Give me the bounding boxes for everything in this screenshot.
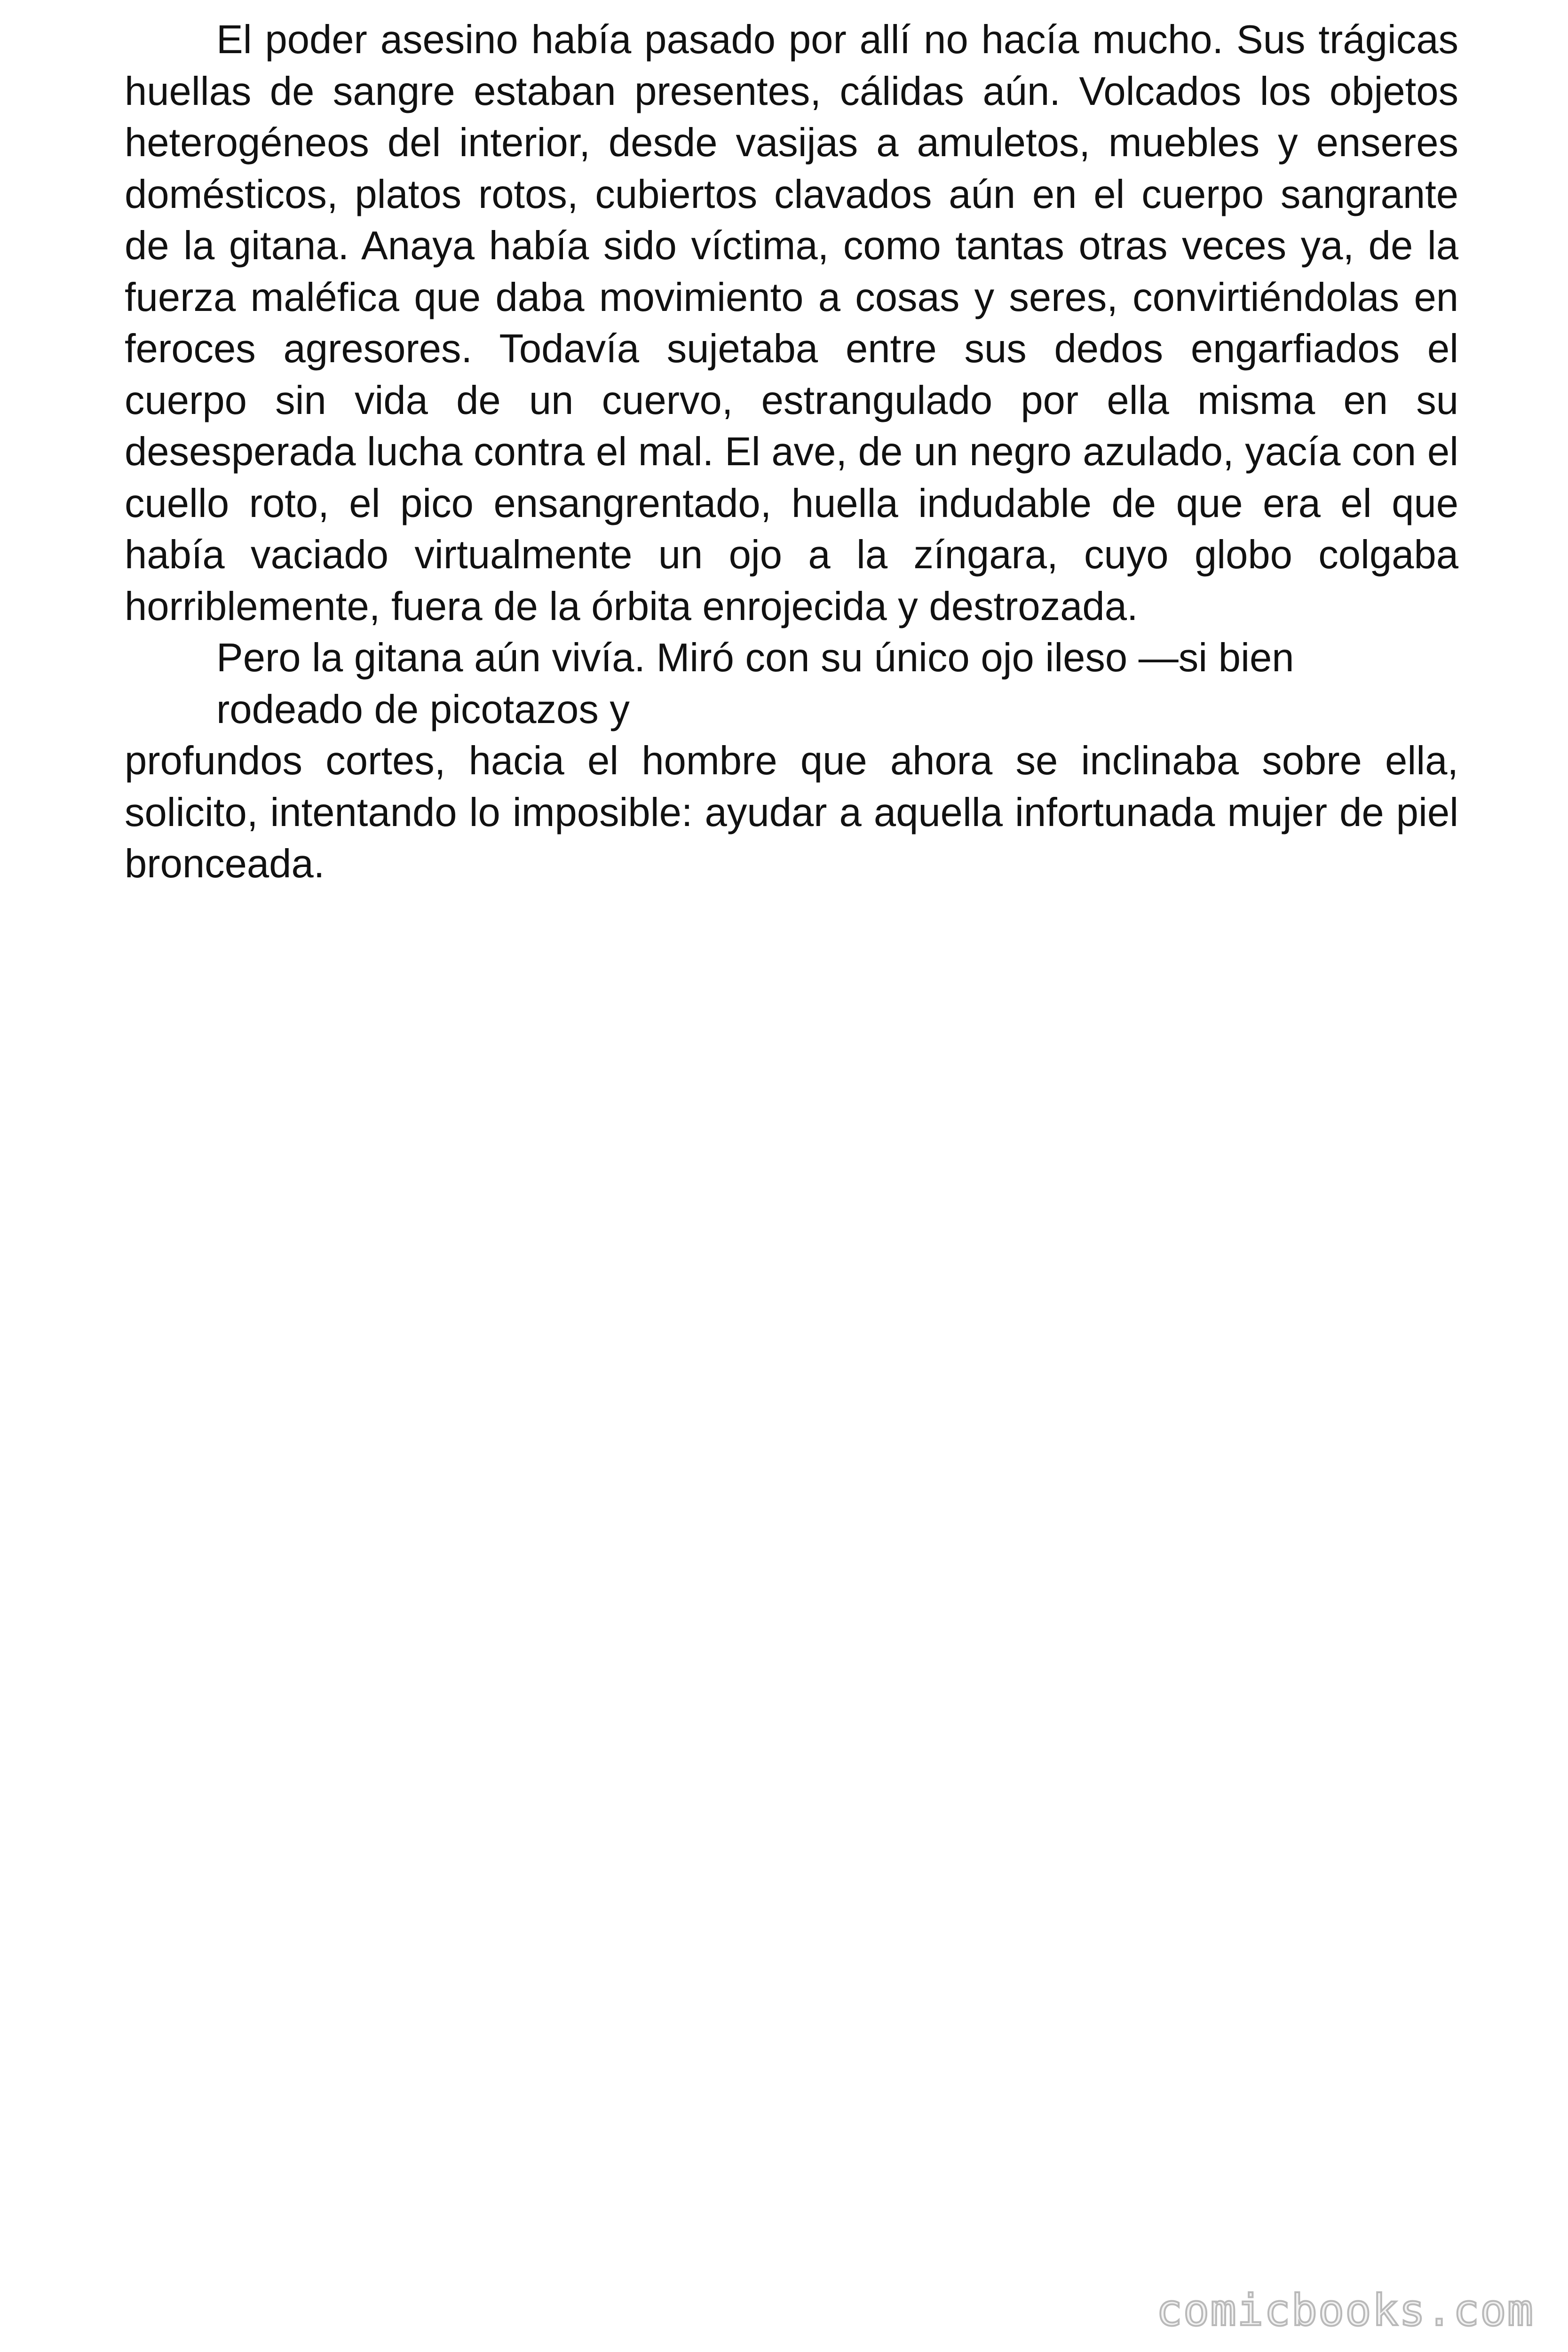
paragraph-2-continuation: profundos cortes, hacia el hombre que ahora se inclinaba sobre ella, solicito, intentando lo imposible: ayudar a aquella infortunada mujer de piel bronceada. (125, 739, 1458, 886)
watermark: comicbooks.com (1156, 2285, 1534, 2336)
paragraph-2-first-line: Pero la gitana aún vivía. Miró con su único ojo ileso —si bien (216, 636, 1294, 680)
paragraph-2-second-line: rodeado de picotazos y (216, 687, 630, 732)
page-body (125, 14, 1458, 890)
paragraph-1: El poder asesino había pasado por allí no hacía mucho. Sus trágicas huellas de sangre estaban presentes, cálidas aún. Volcados los objetos heterogéneos del interior, desde vasijas a amuletos, muebles y enseres domésticos, platos rotos, cubiertos clavados aún en el cuerpo sangrante de la gitana. Anaya había sido víctima, como tantas otras veces ya, de la fuerza maléfica que daba movimiento a cosas y seres, convirtiéndolas en feroces agresores. Todavía sujetaba entre sus dedos engarfiados el cuerpo sin vida de un cuervo, estrangulado por ella misma en su desesperada lucha contra el mal. El ave, de un negro azulado, yacía con el cuello roto, el pico ensangrentado, huella indudable de que era el que había vaciado virtualmente un ojo a la zíngara, cuyo globo colgaba horriblemente, fuera de la órbita enrojecida y destrozada. (125, 17, 1458, 629)
